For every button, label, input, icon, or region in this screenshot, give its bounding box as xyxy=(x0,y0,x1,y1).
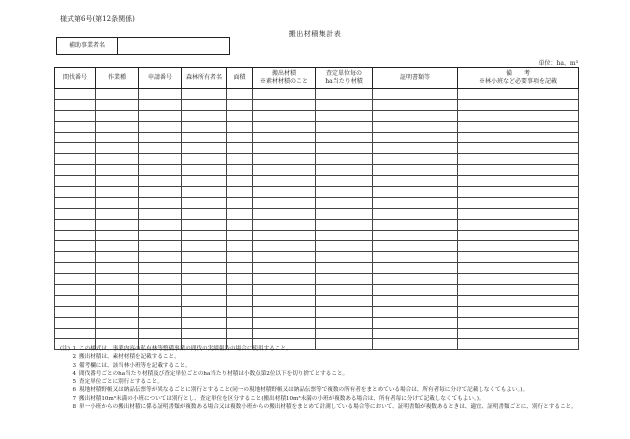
table-cell[interactable] xyxy=(96,132,139,143)
table-cell[interactable] xyxy=(253,285,316,296)
table-cell[interactable] xyxy=(182,263,227,274)
note-number: 1 xyxy=(72,346,76,352)
table-cell[interactable] xyxy=(139,89,182,100)
table-cell[interactable] xyxy=(227,110,253,121)
table-cell[interactable] xyxy=(139,285,182,296)
table-cell[interactable] xyxy=(253,176,316,187)
note-number: 6 xyxy=(72,387,76,394)
table-row xyxy=(55,121,579,132)
table-row xyxy=(55,252,579,263)
table-cell[interactable] xyxy=(55,187,96,198)
table-cell[interactable] xyxy=(55,295,96,306)
unit-label: 単位：ha、m³ xyxy=(538,60,578,67)
table-cell[interactable] xyxy=(316,230,373,241)
table-cell[interactable] xyxy=(316,263,373,274)
note-item xyxy=(62,353,592,361)
table-cell[interactable] xyxy=(458,110,579,121)
table-cell[interactable] xyxy=(182,274,227,285)
table-row xyxy=(55,285,579,296)
table-cell[interactable] xyxy=(253,89,316,100)
column-header: 備 考 ※林小班など必要事項を記載 xyxy=(458,68,579,89)
table-cell[interactable] xyxy=(227,176,253,187)
table-cell[interactable] xyxy=(458,208,579,219)
table-cell[interactable] xyxy=(96,154,139,165)
table-cell[interactable] xyxy=(96,99,139,110)
table-cell[interactable] xyxy=(373,187,458,198)
column-header: 面積 xyxy=(227,68,253,89)
table-cell[interactable] xyxy=(182,165,227,176)
table-row xyxy=(55,317,579,328)
table-row xyxy=(55,263,579,274)
table-cell[interactable] xyxy=(139,197,182,208)
table-cell[interactable] xyxy=(373,132,458,143)
table-cell[interactable] xyxy=(139,176,182,187)
table-cell[interactable] xyxy=(139,295,182,306)
table-cell[interactable] xyxy=(458,295,579,306)
table-cell[interactable] xyxy=(316,219,373,230)
table-cell[interactable] xyxy=(253,230,316,241)
table-cell[interactable] xyxy=(182,132,227,143)
table-cell[interactable] xyxy=(96,89,139,100)
table-cell[interactable] xyxy=(96,208,139,219)
table-cell[interactable] xyxy=(182,121,227,132)
table-cell[interactable] xyxy=(373,317,458,328)
table-cell[interactable] xyxy=(373,165,458,176)
table-cell[interactable] xyxy=(55,252,96,263)
column-header: 申請番号 xyxy=(139,68,182,89)
table-cell[interactable] xyxy=(227,208,253,219)
table-cell[interactable] xyxy=(227,143,253,154)
table-cell[interactable] xyxy=(458,219,579,230)
table-row xyxy=(55,89,579,100)
document-title: 搬出材積集計表 xyxy=(288,30,342,38)
table-body xyxy=(55,89,579,350)
table-cell[interactable] xyxy=(458,176,579,187)
table-cell[interactable] xyxy=(253,143,316,154)
table-cell[interactable] xyxy=(139,263,182,274)
table-cell[interactable] xyxy=(373,219,458,230)
table-row xyxy=(55,241,579,252)
subsidy-operator-label: 補助事業者名 xyxy=(57,38,118,54)
table-cell[interactable] xyxy=(55,110,96,121)
table-cell[interactable] xyxy=(139,165,182,176)
table-cell[interactable] xyxy=(182,208,227,219)
table-cell[interactable] xyxy=(55,121,96,132)
table-cell[interactable] xyxy=(55,219,96,230)
table-row xyxy=(55,274,579,285)
table-cell[interactable] xyxy=(373,306,458,317)
table-cell[interactable] xyxy=(55,230,96,241)
table-row xyxy=(55,197,579,208)
table-cell[interactable] xyxy=(227,241,253,252)
note-item xyxy=(62,386,592,394)
table-cell[interactable] xyxy=(227,274,253,285)
table-cell[interactable] xyxy=(139,328,182,339)
table-cell[interactable] xyxy=(227,263,253,274)
note-number: 3 xyxy=(72,362,76,369)
table-cell[interactable] xyxy=(182,187,227,198)
table-cell[interactable] xyxy=(55,306,96,317)
table-cell[interactable] xyxy=(227,306,253,317)
table-cell[interactable] xyxy=(182,89,227,100)
table-cell[interactable] xyxy=(373,89,458,100)
table-cell[interactable] xyxy=(458,121,579,132)
table-cell[interactable] xyxy=(316,187,373,198)
note-text: 搬出材積は、素材材積を記載すること。 xyxy=(79,354,180,361)
table-cell[interactable] xyxy=(373,176,458,187)
notes-section xyxy=(62,345,592,411)
table-row xyxy=(55,230,579,241)
note-number: 4 xyxy=(72,370,76,377)
table-cell[interactable] xyxy=(316,154,373,165)
table-cell[interactable] xyxy=(316,241,373,252)
table-cell[interactable] xyxy=(55,274,96,285)
table-cell[interactable] xyxy=(227,89,253,100)
table-cell[interactable] xyxy=(373,263,458,274)
table-cell[interactable] xyxy=(55,154,96,165)
table-cell[interactable] xyxy=(373,295,458,306)
table-cell[interactable] xyxy=(316,306,373,317)
table-cell[interactable] xyxy=(316,285,373,296)
table-cell[interactable] xyxy=(458,317,579,328)
table-row xyxy=(55,306,579,317)
note-number: 7 xyxy=(72,395,76,402)
table-cell[interactable] xyxy=(227,132,253,143)
table-cell[interactable] xyxy=(139,187,182,198)
table-cell[interactable] xyxy=(139,230,182,241)
table-cell[interactable] xyxy=(55,285,96,296)
note-number: 5 xyxy=(72,379,76,386)
table-cell[interactable] xyxy=(55,263,96,274)
table-row xyxy=(55,143,579,154)
table-cell[interactable] xyxy=(253,295,316,306)
table-cell[interactable] xyxy=(139,154,182,165)
table-cell[interactable] xyxy=(253,165,316,176)
table-cell[interactable] xyxy=(458,197,579,208)
table-cell[interactable] xyxy=(253,274,316,285)
table-cell[interactable] xyxy=(373,328,458,339)
table-cell[interactable] xyxy=(182,285,227,296)
table-cell[interactable] xyxy=(227,219,253,230)
table-cell[interactable] xyxy=(96,187,139,198)
column-header: 作業種 xyxy=(96,68,139,89)
table-cell[interactable] xyxy=(55,197,96,208)
table-cell[interactable] xyxy=(458,89,579,100)
table-cell[interactable] xyxy=(139,317,182,328)
note-item xyxy=(62,395,592,403)
table-cell[interactable] xyxy=(55,143,96,154)
table-cell[interactable] xyxy=(316,143,373,154)
table-cell[interactable] xyxy=(139,110,182,121)
table-cell[interactable] xyxy=(227,165,253,176)
table-cell[interactable] xyxy=(458,143,579,154)
table-cell[interactable] xyxy=(316,165,373,176)
table-cell[interactable] xyxy=(182,154,227,165)
note-text: 単一小班からの搬出材積に係る証明書類が複数ある場合又は複数小班からの搬出材積をまとめて計測している場合等において、証明書類が複数あるときは、適宜、証明書類ごとに、別行とすること。 xyxy=(79,404,577,411)
table-cell[interactable] xyxy=(96,219,139,230)
table-cell[interactable] xyxy=(458,132,579,143)
table-cell[interactable] xyxy=(458,274,579,285)
table-cell[interactable] xyxy=(96,306,139,317)
table-cell[interactable] xyxy=(316,197,373,208)
table-cell[interactable] xyxy=(458,230,579,241)
table-cell[interactable] xyxy=(182,143,227,154)
note-number: 8 xyxy=(72,404,76,411)
table-cell[interactable] xyxy=(227,197,253,208)
table-cell[interactable] xyxy=(139,219,182,230)
table-row xyxy=(55,208,579,219)
table-cell[interactable] xyxy=(253,110,316,121)
table-cell[interactable] xyxy=(139,99,182,110)
table-cell[interactable] xyxy=(182,197,227,208)
table-cell[interactable] xyxy=(458,241,579,252)
column-header: 搬出材積 ※素材材積のこと xyxy=(253,68,316,89)
table-row xyxy=(55,154,579,165)
note-text: 査定単位ごとに別行とすること。 xyxy=(79,379,163,386)
table-cell[interactable] xyxy=(96,328,139,339)
table-cell[interactable] xyxy=(139,274,182,285)
table-cell[interactable] xyxy=(182,295,227,306)
table-cell[interactable] xyxy=(458,285,579,296)
table-row xyxy=(55,176,579,187)
table-cell[interactable] xyxy=(227,99,253,110)
table-cell[interactable] xyxy=(316,328,373,339)
table-cell[interactable] xyxy=(96,295,139,306)
table-cell[interactable] xyxy=(96,121,139,132)
table-cell[interactable] xyxy=(316,274,373,285)
table-cell[interactable] xyxy=(139,208,182,219)
table-cell[interactable] xyxy=(182,110,227,121)
table-row xyxy=(55,219,579,230)
table-cell[interactable] xyxy=(373,274,458,285)
column-header: 間伐番号 xyxy=(55,68,96,89)
table-row xyxy=(55,295,579,306)
table-cell[interactable] xyxy=(253,328,316,339)
table-cell[interactable] xyxy=(55,99,96,110)
table-cell[interactable] xyxy=(55,89,96,100)
volume-summary-table xyxy=(54,67,579,350)
table-cell[interactable] xyxy=(182,252,227,263)
table-cell[interactable] xyxy=(458,165,579,176)
table-header-row xyxy=(55,68,579,89)
table-cell[interactable] xyxy=(253,317,316,328)
table-row xyxy=(55,132,579,143)
table-cell[interactable] xyxy=(96,165,139,176)
table-cell[interactable] xyxy=(458,187,579,198)
table-cell[interactable] xyxy=(96,274,139,285)
table-row xyxy=(55,165,579,176)
table-cell[interactable] xyxy=(139,132,182,143)
table-cell[interactable] xyxy=(316,121,373,132)
table-cell[interactable] xyxy=(316,317,373,328)
table-cell[interactable] xyxy=(96,317,139,328)
table-cell[interactable] xyxy=(316,132,373,143)
table-cell[interactable] xyxy=(227,317,253,328)
note-item xyxy=(62,403,592,411)
table-cell[interactable] xyxy=(458,263,579,274)
form-number: 様式第6号(第12条関係) xyxy=(60,15,135,23)
table-cell[interactable] xyxy=(253,263,316,274)
table-cell[interactable] xyxy=(55,317,96,328)
table-cell[interactable] xyxy=(182,219,227,230)
table-cell[interactable] xyxy=(373,110,458,121)
note-text: 間伐番号ごとのha当たり材積及び査定単位ごとのha当たり材積は小数点第2位以下を切り捨てとすること。 xyxy=(79,370,349,377)
table-cell[interactable] xyxy=(253,306,316,317)
table-cell[interactable] xyxy=(253,197,316,208)
note-item xyxy=(62,378,592,386)
table-cell[interactable] xyxy=(253,252,316,263)
table-cell[interactable] xyxy=(458,99,579,110)
table-cell[interactable] xyxy=(253,219,316,230)
table-cell[interactable] xyxy=(253,241,316,252)
table-cell[interactable] xyxy=(316,110,373,121)
table-row xyxy=(55,187,579,198)
note-text: 搬出材積10m³未満の小班については別行とし、査定単位を区分すること(搬出材積10m³未満の小班が複数ある場合は、所有者毎に分けて記載しなくてもよい。)。 xyxy=(79,395,485,402)
table-cell[interactable] xyxy=(182,328,227,339)
column-header: 査定単位毎の ha当たり材積 xyxy=(316,68,373,89)
table-cell[interactable] xyxy=(227,154,253,165)
note-number: 2 xyxy=(72,354,76,361)
table-cell[interactable] xyxy=(96,176,139,187)
table-cell[interactable] xyxy=(227,252,253,263)
table-cell[interactable] xyxy=(139,252,182,263)
table-cell[interactable] xyxy=(182,306,227,317)
table-cell[interactable] xyxy=(253,121,316,132)
table-cell[interactable] xyxy=(182,317,227,328)
table-cell[interactable] xyxy=(55,165,96,176)
table-row xyxy=(55,110,579,121)
table-cell[interactable] xyxy=(227,295,253,306)
table-cell[interactable] xyxy=(139,121,182,132)
table-cell[interactable] xyxy=(182,99,227,110)
table-row xyxy=(55,99,579,110)
table-cell[interactable] xyxy=(316,99,373,110)
table-cell[interactable] xyxy=(373,143,458,154)
table-cell[interactable] xyxy=(139,143,182,154)
note-text: この様式は、事業内容の私有林等整備事業の間伐の実績報告の場合に使用すること。 xyxy=(79,346,292,352)
table-cell[interactable] xyxy=(96,263,139,274)
table-cell[interactable] xyxy=(55,328,96,339)
notes-list xyxy=(62,345,592,411)
table-cell[interactable] xyxy=(182,230,227,241)
notes-prefix: (注) xyxy=(60,346,70,352)
table-cell[interactable] xyxy=(253,187,316,198)
table-cell[interactable] xyxy=(96,252,139,263)
table-cell[interactable] xyxy=(182,176,227,187)
table-cell[interactable] xyxy=(253,132,316,143)
table-cell[interactable] xyxy=(373,241,458,252)
table-cell[interactable] xyxy=(55,132,96,143)
table-cell[interactable] xyxy=(316,176,373,187)
note-item xyxy=(62,362,592,370)
table-cell[interactable] xyxy=(458,328,579,339)
table-cell[interactable] xyxy=(227,328,253,339)
table-cell[interactable] xyxy=(253,154,316,165)
note-text: 現地材積野帳又は納品伝票等が異なるごとに別行とすること(同一の現地材積野帳又は納品伝票等で複数の所有者をまとめている場合は、所有者毎に分けて記載しなくてもよい。)。 xyxy=(79,387,529,394)
table-cell[interactable] xyxy=(458,154,579,165)
table-cell[interactable] xyxy=(253,208,316,219)
table-cell[interactable] xyxy=(139,306,182,317)
table-cell[interactable] xyxy=(373,230,458,241)
table-cell[interactable] xyxy=(96,241,139,252)
table-row xyxy=(55,328,579,339)
table-cell[interactable] xyxy=(316,89,373,100)
table-cell[interactable] xyxy=(96,230,139,241)
table-cell[interactable] xyxy=(316,295,373,306)
table-cell[interactable] xyxy=(96,285,139,296)
column-header: 森林所有者名 xyxy=(182,68,227,89)
table-cell[interactable] xyxy=(373,252,458,263)
table-cell[interactable] xyxy=(55,176,96,187)
note-text: 備考欄には、該当林小班等を記載すること。 xyxy=(79,362,191,369)
subsidy-operator-box xyxy=(56,37,230,55)
table-cell[interactable] xyxy=(227,230,253,241)
table-cell[interactable] xyxy=(227,285,253,296)
table-cell[interactable] xyxy=(373,197,458,208)
table-cell[interactable] xyxy=(373,208,458,219)
column-header: 証明書類等 xyxy=(373,68,458,89)
table-cell[interactable] xyxy=(55,241,96,252)
note-item xyxy=(62,370,592,378)
table-cell[interactable] xyxy=(458,252,579,263)
table-cell[interactable] xyxy=(458,306,579,317)
table-cell[interactable] xyxy=(96,110,139,121)
note-item xyxy=(62,345,592,353)
table-cell[interactable] xyxy=(227,187,253,198)
table-cell[interactable] xyxy=(373,99,458,110)
table-cell[interactable] xyxy=(316,252,373,263)
table-cell[interactable] xyxy=(55,208,96,219)
table-cell[interactable] xyxy=(316,208,373,219)
table-cell[interactable] xyxy=(96,197,139,208)
table-cell[interactable] xyxy=(227,121,253,132)
table-cell[interactable] xyxy=(373,285,458,296)
table-cell[interactable] xyxy=(373,154,458,165)
table-cell[interactable] xyxy=(253,99,316,110)
table-cell[interactable] xyxy=(139,241,182,252)
table-cell[interactable] xyxy=(182,241,227,252)
table-cell[interactable] xyxy=(373,121,458,132)
table-cell[interactable] xyxy=(96,143,139,154)
